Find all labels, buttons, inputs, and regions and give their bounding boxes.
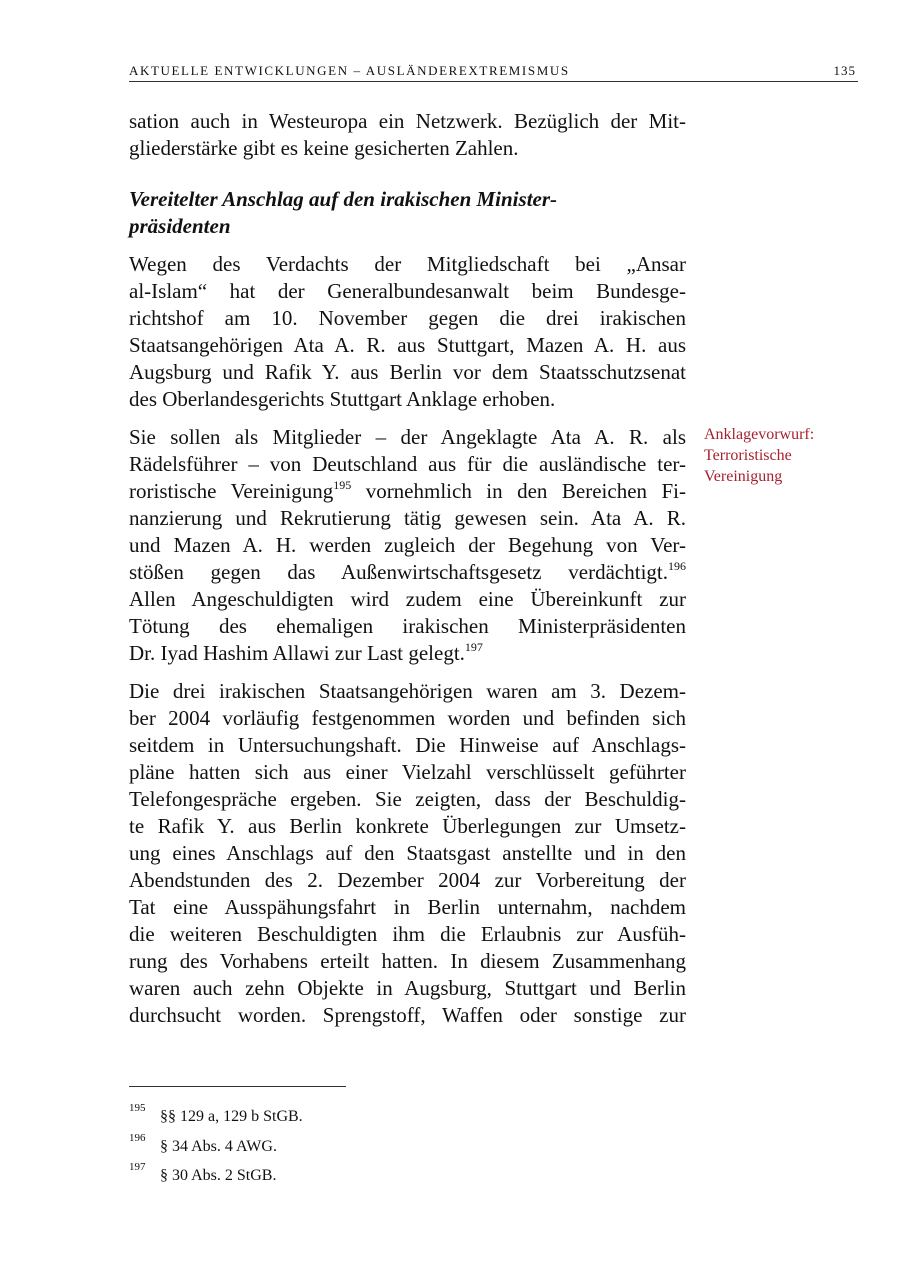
footnote-text: § 30 Abs. 2 StGB. [160, 1167, 277, 1184]
text-line [129, 478, 686, 505]
footnote-text: §§ 129 a, 129 b StGB. [160, 1108, 303, 1125]
page-number: 135 [833, 63, 856, 78]
footnote-ref-196[interactable]: 196 [668, 559, 686, 573]
text-line: rung des Vorhabens erteilt hatten. In diesem Zusammenhang [129, 949, 686, 973]
text-line: die weiteren Beschuldigten ihm die Erlaubnis zur Ausfüh- [129, 922, 686, 946]
text-line: Tötung des ehemaligen irakischen Ministerpräsidenten [129, 614, 686, 638]
footnote-text: § 34 Abs. 4 AWG. [160, 1138, 277, 1155]
text-line: Sie sollen als Mitglieder – der Angeklagte Ata A. R. als [129, 425, 686, 449]
text-line: richtshof am 10. November gegen die drei irakischen [129, 306, 686, 330]
text-line: Augsburg und Rafik Y. aus Berlin vor dem Staatsschutzsenat [129, 360, 686, 384]
text-line: Telefongespräche ergeben. Sie zeigten, dass der Beschuldig- [129, 787, 686, 811]
text-line: te Rafik Y. aus Berlin konkrete Überlegungen zur Umsetz- [129, 814, 686, 838]
text-line: Staatsangehörigen Ata A. R. aus Stuttgart, Mazen A. H. aus [129, 333, 686, 357]
text-line: pläne hatten sich aus einer Vielzahl verschlüsselt geführter [129, 760, 686, 784]
paragraph-indictment [129, 251, 686, 413]
text-segment: stößen gegen das Außenwirtschaftsgesetz verdächtigt. [129, 560, 668, 584]
footnote-ref-195[interactable]: 195 [333, 478, 352, 492]
text-line: ung eines Anschlags auf den Staatsgast anstellte und in den [129, 841, 686, 865]
text-line: Die drei irakischen Staatsangehörigen waren am 3. Dezem- [129, 679, 686, 703]
footnote-number: 197 [129, 1161, 146, 1173]
footnote-divider [129, 1086, 346, 1087]
paragraph-arrest [129, 678, 686, 1029]
footnote-number: 195 [129, 1102, 146, 1114]
text-line: waren auch zehn Objekte in Augsburg, Stuttgart und Berlin [129, 976, 686, 1000]
text-line: Allen Angeschuldigten wird zudem eine Übereinkunft zur [129, 587, 686, 611]
text-line [129, 640, 686, 667]
text-line: Rädelsführer – von Deutschland aus für die ausländische ter- [129, 452, 686, 476]
text-line: und Mazen A. H. werden zugleich der Begehung von Ver- [129, 533, 686, 557]
running-header-title: AKTUELLE ENTWICKLUNGEN – AUSLÄNDEREXTREMISMUS [129, 63, 570, 78]
text-segment: roristische Vereinigung [129, 479, 334, 503]
heading-line: Vereitelter Anschlag auf den irakischen Minister- [129, 187, 558, 211]
text-line: Wegen des Verdachts der Mitgliedschaft bei „Ansar [129, 252, 686, 276]
text-segment: vornehmlich in den Bereichen Fi- [351, 479, 686, 503]
text-line: sation auch in Westeuropa ein Netzwerk. Bezüglich der Mit- [129, 109, 686, 133]
text-line: al-Islam“ hat der Generalbundesanwalt beim Bundesge- [129, 279, 686, 303]
text-segment: Dr. Iyad Hashim Allawi zur Last gelegt. [129, 641, 465, 665]
margin-note-line: Terroristische [704, 447, 792, 464]
text-line: Abendstunden des 2. Dezember 2004 zur Vorbereitung der [129, 868, 686, 892]
text-line: seitdem in Untersuchungshaft. Die Hinweise auf Anschlags- [129, 733, 686, 757]
text-line: ber 2004 vorläufig festgenommen worden und befinden sich [129, 706, 686, 730]
margin-note-line: Anklagevorwurf: [704, 426, 815, 443]
margin-note [704, 424, 854, 487]
footnote-number: 196 [129, 1132, 146, 1144]
text-line: des Oberlandesgerichts Stuttgart Anklage erhoben. [129, 387, 556, 411]
paragraph-charges [129, 424, 686, 667]
heading-line: präsidenten [129, 214, 231, 238]
footnote-ref-197[interactable]: 197 [464, 640, 483, 654]
text-line: durchsucht worden. Sprengstoff, Waffen oder sonstige zur [129, 1003, 686, 1027]
text-line: Tat eine Ausspähungsfahrt in Berlin unternahm, nachdem [129, 895, 686, 919]
running-header [129, 61, 858, 82]
text-line [129, 559, 686, 586]
text-line: nanzierung und Rekrutierung tätig gewesen sein. Ata A. R. [129, 506, 686, 530]
intro-paragraph [129, 108, 686, 162]
section-heading [129, 186, 686, 240]
margin-note-line: Vereinigung [704, 468, 783, 485]
text-line: gliederstärke gibt es keine gesicherten Zahlen. [129, 136, 519, 160]
